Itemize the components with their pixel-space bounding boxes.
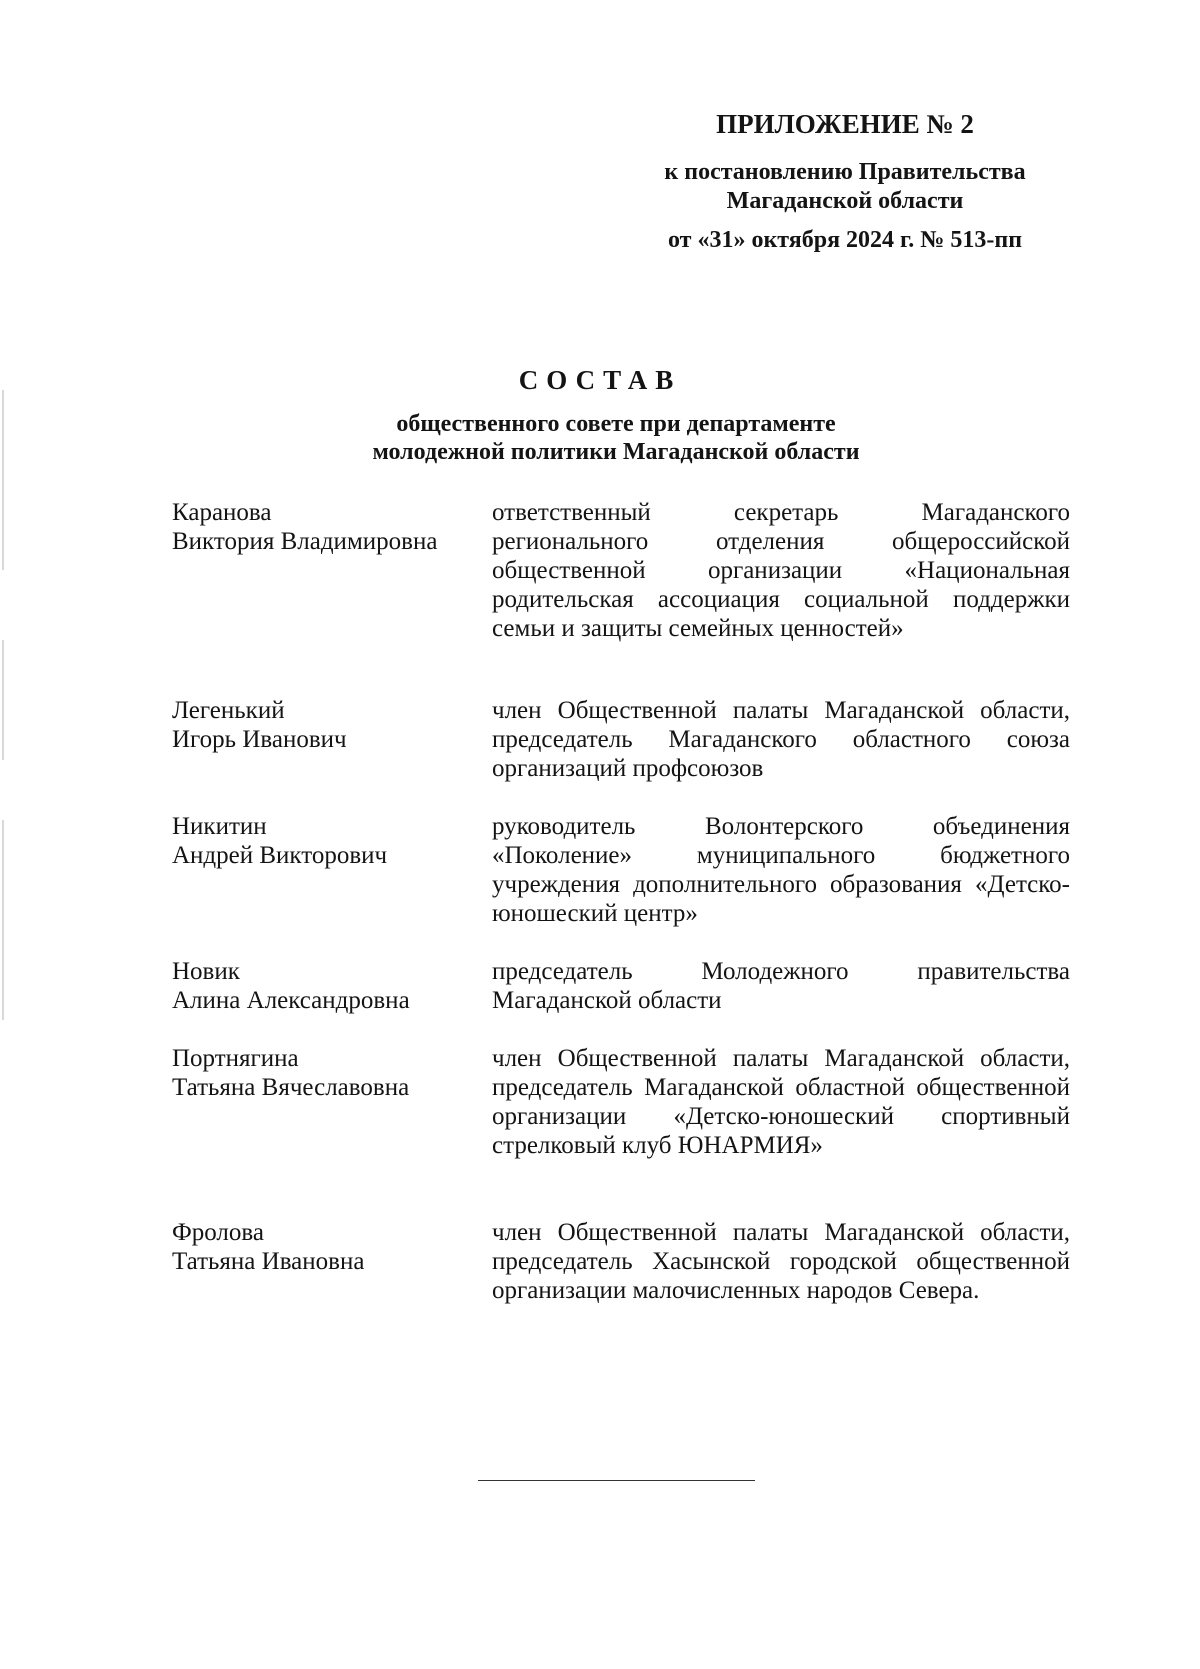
members-list xyxy=(172,498,1070,1334)
appendix-reference-line1: к постановлению Правительства xyxy=(664,159,1026,185)
member-given-name: Андрей Викторович xyxy=(172,842,388,869)
member-role: член Общественной палаты Магаданской области, председатель Магаданской областной общественной организации «Детско-юношеский спортивный стрелковый клуб ЮНАРМИЯ» xyxy=(492,1045,1070,1159)
member-given-name: Алина Александровна xyxy=(172,987,410,1014)
member-role: член Общественной палаты Магаданской области, председатель Хасынской городской общественной организации малочисленных народов Севера. xyxy=(492,1219,1070,1304)
member-surname: Никитин xyxy=(172,813,267,840)
member-row xyxy=(172,1044,1070,1218)
scan-edge-mark xyxy=(2,820,4,1020)
member-row xyxy=(172,957,1070,1044)
member-name xyxy=(172,957,492,1044)
scan-edge-mark xyxy=(2,640,4,760)
member-surname: Портнягина xyxy=(172,1045,299,1072)
document-subtitle xyxy=(0,410,1200,466)
member-surname: Фролова xyxy=(172,1219,264,1246)
member-name xyxy=(172,1218,492,1334)
member-role: член Общественной палаты Магаданской области, председатель Магаданского областного союза организаций профсоюзов xyxy=(492,697,1070,782)
member-given-name: Татьяна Вячеславовна xyxy=(172,1074,410,1101)
member-name xyxy=(172,498,492,696)
subtitle-line2: молодежной политики Магаданской области xyxy=(372,439,860,465)
closing-divider xyxy=(478,1480,755,1481)
appendix-date: от «31» октября 2024 г. № 513-пп xyxy=(667,227,1023,253)
member-name xyxy=(172,812,492,957)
subtitle-line1: общественного совете при департаменте xyxy=(396,411,836,437)
appendix-header xyxy=(620,108,1070,255)
document-title: СОСТАВ xyxy=(518,365,682,395)
appendix-reference-line2: Магаданской области xyxy=(726,188,964,214)
scan-edge-mark xyxy=(2,390,4,570)
member-row xyxy=(172,696,1070,812)
member-row xyxy=(172,498,1070,696)
member-role: ответственный секретарь Магаданского регионального отделения общероссийской общественной организации «Национальная родительская ассоциация социальной поддержки семьи и защиты семейных ценностей» xyxy=(492,499,1070,642)
member-given-name: Игорь Иванович xyxy=(172,726,347,753)
member-given-name: Татьяна Ивановна xyxy=(172,1248,365,1275)
member-surname: Легенький xyxy=(172,697,285,724)
member-name xyxy=(172,1044,492,1218)
appendix-title: ПРИЛОЖЕНИЕ № 2 xyxy=(716,109,974,139)
member-row xyxy=(172,1218,1070,1334)
member-given-name: Виктория Владимировна xyxy=(172,528,438,555)
member-name xyxy=(172,696,492,812)
member-role: руководитель Волонтерского объединения «Поколение» муниципального бюджетного учреждения дополнительного образования «Детско-юношеский центр» xyxy=(492,813,1070,927)
member-row xyxy=(172,812,1070,957)
member-surname: Каранова xyxy=(172,499,272,526)
member-surname: Новик xyxy=(172,958,240,985)
member-role: председатель Молодежного правительства Магаданской области xyxy=(492,958,1070,1014)
